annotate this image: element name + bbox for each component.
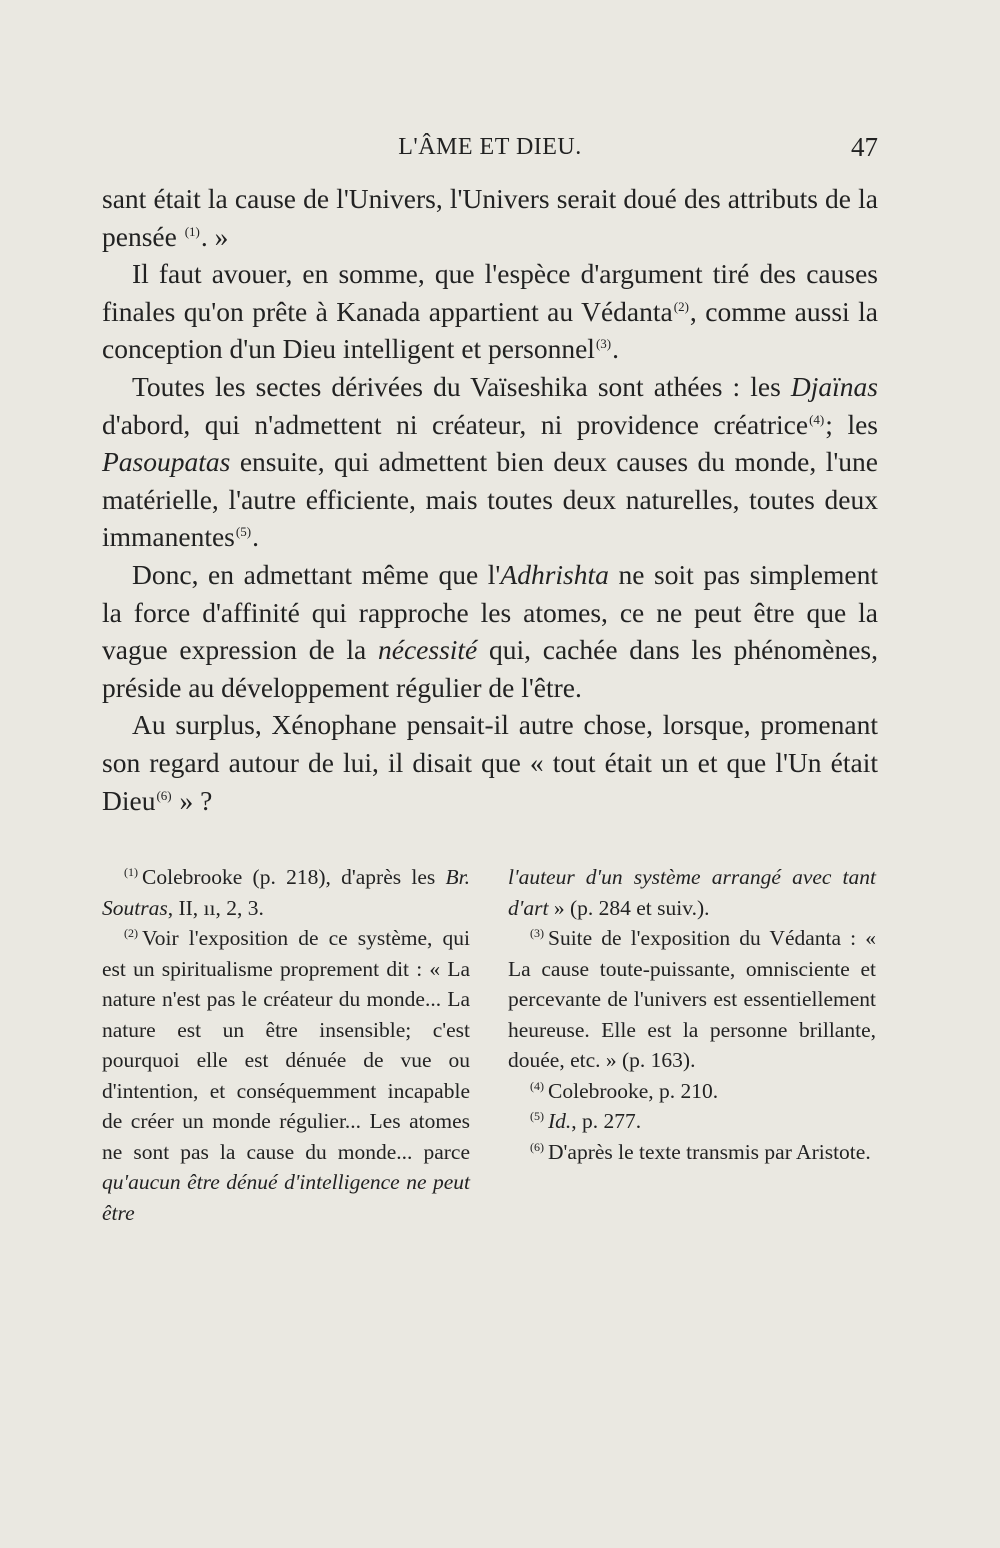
footnote-2-continued — [508, 862, 876, 923]
italic-term: Adhrishta — [500, 558, 609, 590]
text-run: Voir l'exposition de ce système, qui est un spiritualisme proprement dit : « La nature n'est pas le créateur du monde... La nature est un être insensible; c'est pourquoi elle est dénuée de vue ou d'intention, et conséquemment incapable de créer un monde régulier... Les atomes ne sont pas la cause du monde... parce — [102, 926, 470, 1164]
footnote-reference: (1) — [184, 223, 200, 239]
running-title: L'ÂME ET DIEU. — [398, 134, 582, 160]
text-run: » ? — [172, 784, 213, 816]
footnote-marker: (6) — [530, 1139, 544, 1154]
footnote-marker: (5) — [530, 1109, 544, 1123]
text-run: Suite de l'exposition du Védanta : « La cause toute-puissante, omnisciente et percevante de l'univers est essentiellement heureuse. Elle est la personne brillante, douée, etc. » (p. 163). — [508, 926, 876, 1072]
text-run: » (p. 284 et suiv.). — [548, 895, 710, 920]
footnote-2 — [102, 923, 470, 1228]
page-number: 47 — [851, 132, 878, 162]
paragraph-2 — [102, 255, 878, 368]
italic-term: Br. Soutras — [102, 865, 470, 920]
footnote-6 — [508, 1137, 876, 1168]
footnote-reference: (2) — [673, 298, 689, 314]
text-run: . » — [200, 220, 229, 252]
text-run: Au surplus, Xénophane pensait-il autre chose, lorsque, promenant son regard autour de lui, il disait que « tout était un et que l'Un était Dieu — [102, 709, 878, 816]
text-run: sant était la cause de l'Univers, l'Univers serait doué des attributs de la pensée — [102, 183, 878, 252]
footnote-1 — [102, 862, 470, 923]
footnote-marker: (1) — [124, 865, 138, 879]
text-run: Colebrooke (p. 218), d'après les — [142, 865, 446, 889]
italic-term: qu'aucun être dénué d'intelligence ne peut être — [102, 1170, 470, 1225]
footnote-reference: (3) — [595, 336, 612, 352]
italic-term: l'auteur d'un système arrangé avec tant d'art — [508, 865, 876, 920]
text-run: ne soit pas simplement la force d'affinité qui rapproche les atomes, ce ne peut être que la vague expression de la — [102, 558, 878, 666]
text-run: ensuite, qui admettent bien deux causes du monde, l'une matérielle, l'autre efficiente, mais toutes deux naturelles, toutes deux immanentes — [102, 446, 878, 553]
text-run: Donc, en admettant même que l' — [132, 558, 501, 590]
italic-term: Pasoupatas — [102, 446, 231, 478]
text-run: . — [612, 333, 619, 365]
text-run: , comme aussi la conception d'un Dieu intelligent et personnel — [102, 295, 878, 365]
paragraph-1 — [102, 180, 878, 255]
footnote-4 — [508, 1076, 876, 1107]
footnote-marker: (2) — [124, 926, 138, 940]
paragraph-5 — [102, 706, 878, 819]
text-run: , p. 277. — [571, 1109, 642, 1133]
text-run: d'abord, qui n'admettent ni créateur, ni providence créatrice — [102, 408, 809, 440]
footnote-marker: (4) — [530, 1078, 544, 1093]
paragraph-3 — [102, 368, 878, 556]
running-header — [102, 132, 878, 168]
footnote-3 — [508, 923, 876, 1076]
italic-term: Id. — [548, 1109, 572, 1133]
text-run: ; les — [825, 408, 878, 440]
text-run: . — [252, 521, 259, 553]
paragraph-4 — [102, 556, 878, 706]
footnote-column-right — [508, 862, 876, 1167]
italic-term: Djaïnas — [790, 370, 878, 402]
footnote-column-left — [102, 862, 470, 1228]
main-text — [102, 180, 878, 819]
text-run: Colebrooke, p. 210. — [548, 1078, 719, 1103]
footnote-5 — [508, 1106, 876, 1137]
footnote-reference: (6) — [156, 787, 172, 803]
footnotes — [102, 862, 878, 1225]
text-run: qui, cachée dans les phénomènes, préside au développement régulier de l'être. — [102, 634, 878, 703]
footnote-reference: (4) — [809, 411, 825, 427]
italic-term: nécessité — [378, 634, 478, 666]
footnote-marker: (3) — [530, 926, 544, 940]
text-run: Il faut avouer, en somme, que l'espèce d'argument tiré des causes finales qu'on prête à Kanada appartient au Védanta — [102, 258, 878, 327]
footnote-reference: (5) — [235, 524, 252, 540]
text-run: , II, ıı, 2, 3. — [167, 895, 264, 920]
text-run: D'après le texte transmis par Aristote. — [548, 1139, 871, 1164]
text-run: Toutes les sectes dérivées du Vaïseshika sont athées : les — [132, 370, 791, 402]
